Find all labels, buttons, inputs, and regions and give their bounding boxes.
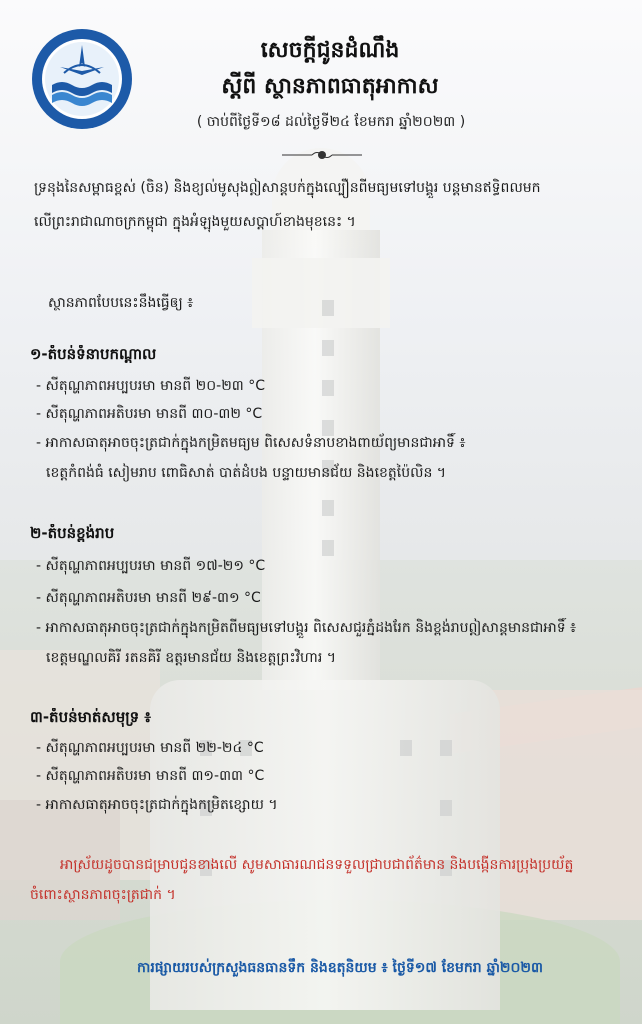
notice-subject: ស្តីពី ស្ថានភាពធាតុអាកាស: [221, 74, 439, 99]
section-heading: ២-តំបន់ខ្ពង់រាប: [30, 524, 115, 542]
advisory-line-2: ចំពោះស្ថានភាពចុះត្រជាក់ ។: [30, 887, 176, 903]
max-temperature: - សីតុណ្ហភាពអតិបរមា មានពី ៣០-៣២ °C: [36, 406, 263, 422]
weather-provinces: ខេត្តមណ្ឌលគិរី រតនគិរី ឧត្តរមានជ័យ និងខេត្តព្រះវិហារ ។: [46, 650, 336, 666]
weather-description: - អាកាសធាតុអាចចុះត្រជាក់ក្នុងកម្រិតពីមធ្យមទៅបង្គួរ ពិសេសជួរភ្នំដងរែក និងខ្ពង់រាបឦសាន្តមានជាអាទិ៍ ៖: [36, 620, 577, 636]
max-temperature: - សីតុណ្ហភាពអតិបរមា មានពី ៣១-៣៣ °C: [36, 768, 265, 784]
ministry-logo: [30, 27, 134, 131]
date-range: ( ចាប់ពីថ្ងៃទី១៨ ដល់ថ្ងៃទី២៤ ខែមករា ឆ្នាំ២០២៣ ): [196, 114, 466, 130]
weather-description: - អាកាសធាតុអាចចុះត្រជាក់ក្នុងកម្រិតខ្សោយ ។: [36, 797, 278, 813]
intro-lead: ស្ថានភាពបែបនេះនឹងធ្វើឲ្យ ៖: [48, 295, 194, 311]
section-heading: ៣-តំបន់មាត់សមុទ្រ ៖: [30, 708, 152, 726]
weather-description: - អាកាសធាតុអាចចុះត្រជាក់ក្នុងកម្រិតមធ្យម ពិសេសទំនាបខាងពាយ័ព្យមានជាអាទិ៍ ៖: [36, 435, 466, 451]
min-temperature: - សីតុណ្ហភាពអប្បបរមា មានពី ២០-២៣ °C: [36, 378, 265, 394]
min-temperature: - សីតុណ្ហភាពអប្បបរមា មានពី ២២-២៤ °C: [36, 740, 264, 756]
section-heading: ១-តំបន់ទំនាបកណ្តាល: [30, 345, 157, 363]
max-temperature: - សីតុណ្ហភាពអតិបរមា មានពី ២៩-៣១ °C: [36, 590, 261, 606]
publisher-footer: ការផ្សាយរបស់ក្រសួងធនធានទឹក និងឧតុនិយម ៖ ថ្ងៃទី១៧ ខែមករា ឆ្នាំ២០២៣: [137, 960, 543, 976]
intro-line-1: ទ្រនុងនៃសម្ពាធខ្ពស់ (ចិន) និងខ្យល់មូសុងឦសាន្តបក់ក្នុងល្បឿនពីមធ្យមទៅបង្គួរ បន្តមានឥទ្ធិពលមក: [34, 180, 541, 196]
advisory-line-1: អាស្រ័យដូចបានជម្រាបជូនខាងលើ សូមសាធារណជនទទួលជ្រាបជាព័ត៌មាន និងបង្កើនការប្រុងប្រយ័ត្ន: [60, 857, 574, 873]
intro-line-2: លើព្រះរាជាណាចក្រកម្ពុជា ក្នុងអំឡុងមួយសប្តាហ៍ខាងមុខនេះ ។: [34, 214, 356, 230]
min-temperature: - សីតុណ្ហភាពអប្បបរមា មានពី ១៧-២១ °C: [36, 558, 266, 574]
weather-provinces: ខេត្តកំពង់ធំ សៀមរាប ពោធិសាត់ បាត់ដំបង បន្ទាយមានជ័យ និងខេត្តប៉ៃលិន ។: [46, 465, 447, 481]
notice-title: សេចក្តីជូនដំណឹង: [260, 38, 400, 63]
ornament-divider: [282, 148, 362, 162]
